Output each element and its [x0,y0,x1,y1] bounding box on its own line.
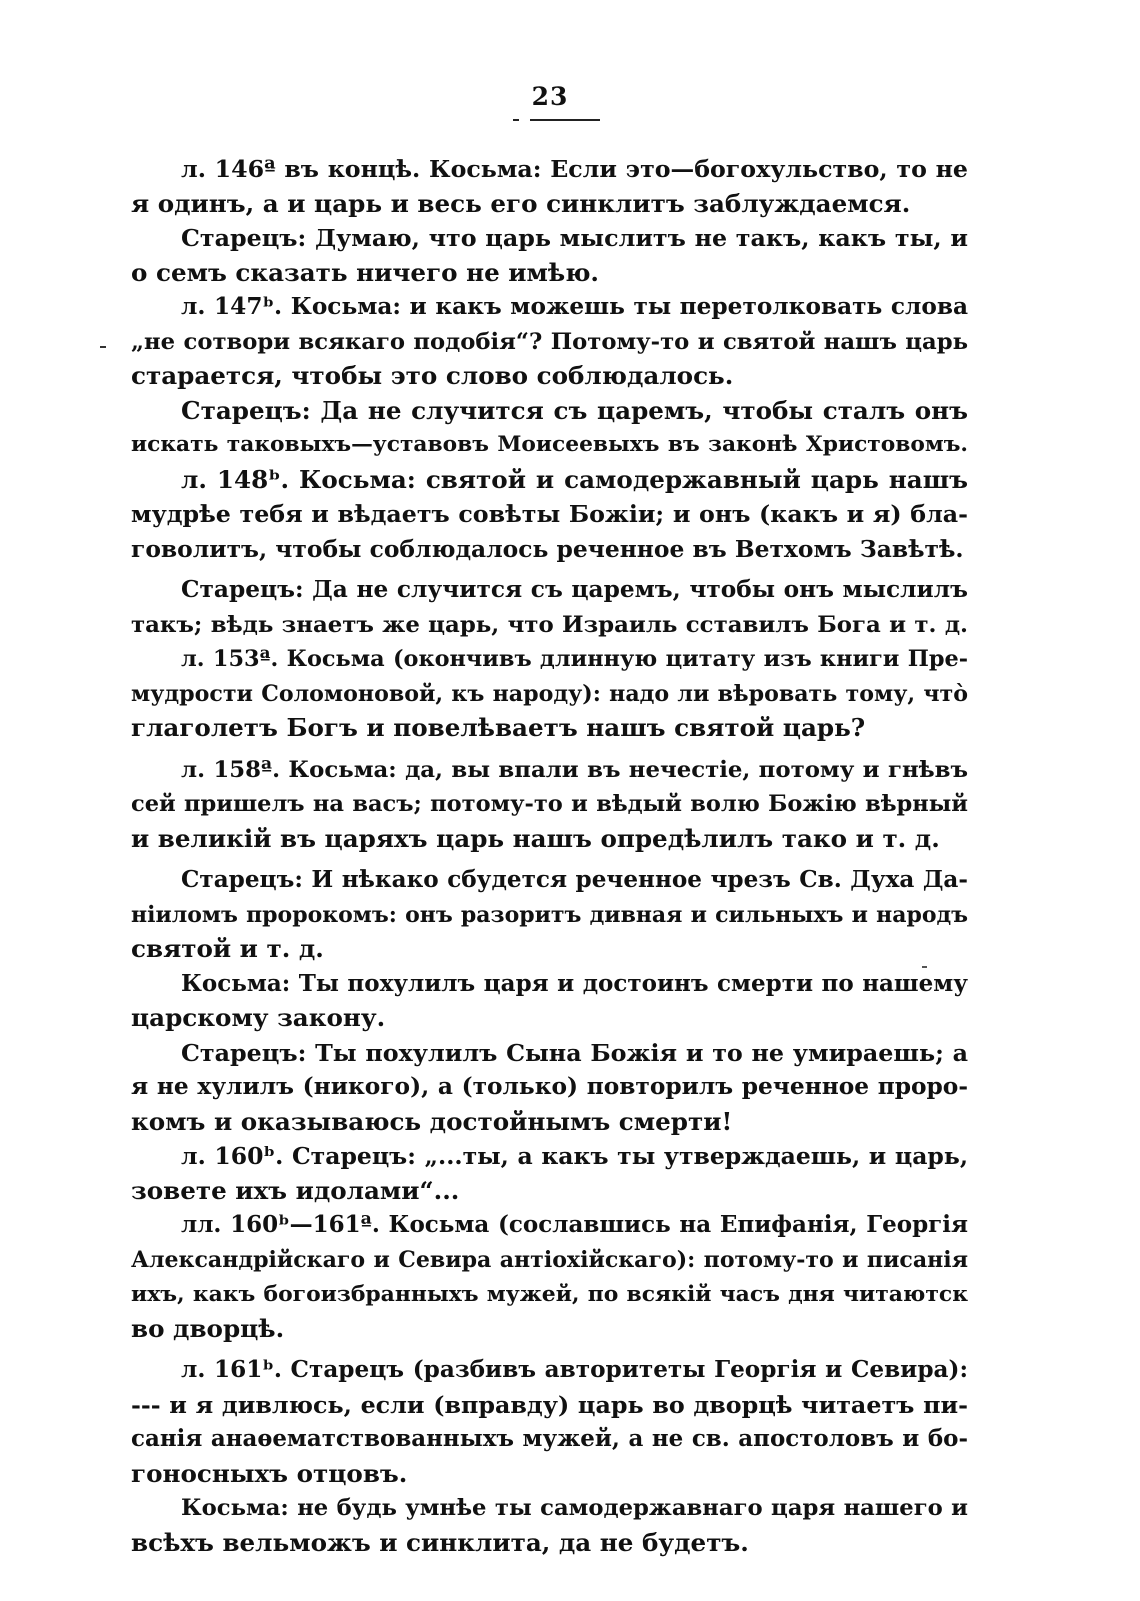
text-line: л. 146ª въ концѣ. Косьма: Если это—богохульство, то не [181,155,968,183]
page-number-rule [530,119,600,121]
text-line: Старецъ: Думаю, что царь мыслитъ не такъ, какъ ты, и [181,224,968,252]
text-line: Старецъ: Да не случится съ царемъ, чтобы онъ мыслилъ [181,576,968,603]
text-line: и великій въ царяхъ царь нашъ опредѣлилъ тако и т. д. [131,823,940,853]
text-line: Косьма: Ты похулилъ царя и достоинъ смерти по нашему [181,969,968,997]
text-line: санія анаѳематствованныхъ мужей, а не св. апостоловъ и бо- [131,1425,968,1452]
margin-mark [100,346,106,348]
page-number-rule-dot [513,119,519,121]
text-line: л. 147ᵇ. Косьма: и какъ можешь ты перетолковать слова [181,293,968,320]
text-line: л. 153ª. Косьма (окончивъ длинную цитату изъ книги Пре- [181,646,968,672]
text-line: такъ; вѣдь знаетъ же царь, что Израиль сставилъ Бога и т. д. [131,611,968,638]
text-line: комъ и оказываюсь достойнымъ смерти! [131,1106,733,1136]
text-line: л. 160ᵇ. Старецъ: „...ты, а какъ ты утверждаешь, и царь, [181,1142,968,1170]
text-line: во дворцѣ. [131,1313,285,1343]
body-text [131,152,968,1560]
text-line: ніиломъ пророкомъ: онъ разоритъ дивная и сильныхъ и народъ [131,901,968,928]
text-line: Косьма: не будь умнѣе ты самодержавнаго царя нашего и [181,1495,968,1521]
text-line: искать таковыхъ—уставовъ Моисеевыхъ въ законѣ Христовомъ. [131,432,968,457]
text-line: гоносныхъ отцовъ. [131,1458,408,1488]
text-line: Старецъ: И нѣкако сбудется реченное чрезъ Св. Духа Да- [181,866,968,893]
text-line: старается, чтобы это слово соблюдалось. [131,361,734,390]
text-line: я одинъ, а и царь и весь его синклитъ заблуждаемся. [131,188,911,218]
text-line: глаголетъ Богъ и повелѣваетъ нашъ святой царь? [131,713,866,742]
text-line: мудрости Соломоновой, къ народу): надо ли вѣровать тому, чтò [131,680,968,707]
page-number: 23 [531,82,569,111]
text-line: ихъ, какъ богоизбранныхъ мужей, по всякій часъ дня читаютск [131,1281,968,1307]
text-line: говолитъ, чтобы соблюдалось реченное въ Ветхомъ Завѣтѣ. [131,534,964,563]
text-line: --- и я дивлюсь, если (вправду) царь во дворцѣ читаетъ пи- [131,1390,968,1419]
text-line: я не хулилъ (никого), а (только) повторилъ реченное проро- [131,1073,968,1100]
text-line: Старецъ: Ты похулилъ Сына Божія и то не умираешь; а [181,1038,968,1067]
text-line: царскому закону. [131,1003,386,1032]
text-line: зовете ихъ идолами“... [131,1175,460,1205]
text-line: лл. 160ᵇ—161ª. Косьма (сославшись на Епифанія, Георгія [181,1211,968,1238]
text-line: всѣхъ вельможъ и синклита, да не будетъ. [131,1527,749,1557]
text-line: святой и т. д. [131,934,324,963]
text-line: „не сотвори всякаго подобія“? Потому-то и святой нашъ царь [131,328,968,355]
text-line: л. 161ᵇ. Старецъ (разбивъ авторитеты Георгія и Севира): [181,1356,968,1383]
text-line: сей пришелъ на васъ; потому-то и вѣдый волю Божію вѣрный [131,791,968,817]
text-line: л. 158ª. Косьма: да, вы впали въ нечестіе, потому и гнѣвъ [181,756,968,783]
text-line: Александрійскаго и Севира антіохійскаго): потому-то и писанія [131,1246,968,1273]
text-line: Старецъ: Да не случится съ царемъ, чтобы сталъ онъ [181,395,968,425]
text-line: о семъ сказать ничего не имѣю. [131,257,599,287]
text-line: л. 148ᵇ. Косьма: святой и самодержавный царь нашъ [181,464,968,494]
text-line: мудрѣе тебя и вѣдаетъ совѣты Божіи; и онъ (какъ и я) бла- [131,500,968,528]
